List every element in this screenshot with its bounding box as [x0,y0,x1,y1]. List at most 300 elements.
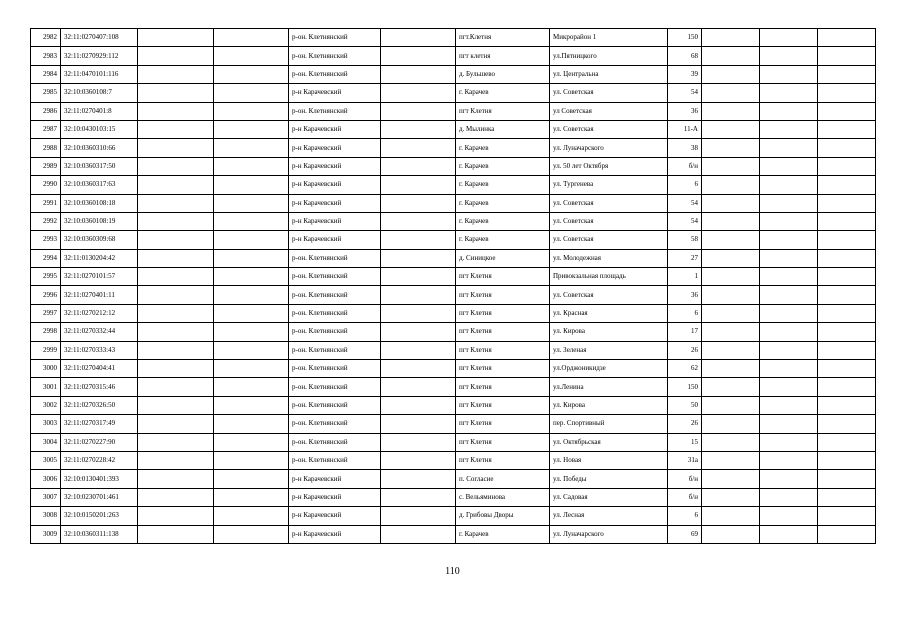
street-cell: ул. Советская [550,120,668,138]
empty-cell [138,157,214,175]
table-row [31,194,876,212]
empty-cell [818,139,876,157]
locality-cell: пгт Клетня [456,396,550,414]
empty-cell [760,139,818,157]
locality-cell: пгт клетня [456,47,550,65]
empty-cell [818,194,876,212]
empty-cell [138,65,214,83]
cadastral-number-cell: 32:10:0360108:7 [61,84,138,102]
empty-cell [702,231,760,249]
empty-cell [214,323,289,341]
empty-cell [818,378,876,396]
empty-cell [138,268,214,286]
empty-cell [138,433,214,451]
row-number-cell: 3005 [31,451,61,469]
empty-cell [214,304,289,322]
row-number-cell: 2989 [31,157,61,175]
empty-cell [214,268,289,286]
locality-cell: г. Карачев [456,525,550,543]
empty-cell [760,29,818,47]
street-cell: ул.Пятницкого [550,47,668,65]
empty-cell [214,176,289,194]
table-row [31,65,876,83]
empty-cell [702,29,760,47]
street-cell: ул. Новая [550,451,668,469]
street-cell: ул. Кирова [550,396,668,414]
table-row [31,286,876,304]
street-cell: ул. Советская [550,84,668,102]
row-number-cell: 3009 [31,525,61,543]
region-cell: р-он. Клетнянский [289,102,381,120]
empty-cell [818,176,876,194]
house-number-cell: 39 [668,65,702,83]
street-cell: ул. Луначарского [550,525,668,543]
empty-cell [214,29,289,47]
street-cell: ул. Советская [550,194,668,212]
empty-cell [138,212,214,230]
table-row [31,120,876,138]
house-number-cell: 54 [668,194,702,212]
empty-cell [138,360,214,378]
cadastral-number-cell: 32:11:0270315:46 [61,378,138,396]
empty-cell [818,304,876,322]
street-cell: ул. Садовая [550,488,668,506]
street-cell: ул. Советская [550,231,668,249]
locality-cell: пгт Клетня [456,378,550,396]
region-cell: р-н Карачевский [289,84,381,102]
empty-cell [381,65,456,83]
empty-cell [214,286,289,304]
row-number-cell: 2986 [31,102,61,120]
table-row [31,139,876,157]
empty-cell [381,360,456,378]
empty-cell [818,451,876,469]
street-cell: Привокзальная площадь [550,268,668,286]
region-cell: р-н Карачевский [289,488,381,506]
empty-cell [760,120,818,138]
table-row [31,396,876,414]
cadastral-number-cell: 32:10:0360310:66 [61,139,138,157]
locality-cell: г. Карачев [456,176,550,194]
empty-cell [702,525,760,543]
cadastral-number-cell: 32:11:0270333:43 [61,341,138,359]
empty-cell [702,194,760,212]
row-number-cell: 2987 [31,120,61,138]
row-number-cell: 3000 [31,360,61,378]
locality-cell: пгт Клетня [456,102,550,120]
empty-cell [818,84,876,102]
region-cell: р-он. Клетнянский [289,249,381,267]
empty-cell [702,139,760,157]
locality-cell: п. Согласие [456,470,550,488]
empty-cell [214,507,289,525]
empty-cell [760,65,818,83]
empty-cell [138,507,214,525]
house-number-cell: б/н [668,157,702,175]
empty-cell [381,120,456,138]
empty-cell [381,433,456,451]
table-row [31,29,876,47]
cadastral-number-cell: 32:11:0270401:11 [61,286,138,304]
empty-cell [381,396,456,414]
region-cell: р-он. Клетнянский [289,451,381,469]
locality-cell: д. Синицкое [456,249,550,267]
street-cell: ул Советская [550,102,668,120]
empty-cell [702,378,760,396]
empty-cell [702,415,760,433]
locality-cell: пгт Клетня [456,451,550,469]
house-number-cell: 38 [668,139,702,157]
house-number-cell: 69 [668,525,702,543]
empty-cell [702,323,760,341]
empty-cell [138,249,214,267]
house-number-cell: 17 [668,323,702,341]
house-number-cell: 54 [668,84,702,102]
empty-cell [818,212,876,230]
table-row [31,525,876,543]
empty-cell [702,212,760,230]
empty-cell [138,176,214,194]
empty-cell [702,249,760,267]
empty-cell [702,47,760,65]
empty-cell [381,378,456,396]
empty-cell [214,84,289,102]
row-number-cell: 2982 [31,29,61,47]
table-row [31,378,876,396]
register-table [30,28,876,544]
empty-cell [818,29,876,47]
empty-cell [818,65,876,83]
empty-cell [702,176,760,194]
empty-cell [214,102,289,120]
region-cell: р-он. Клетнянский [289,415,381,433]
cadastral-number-cell: 32:10:0360108:19 [61,212,138,230]
house-number-cell: 150 [668,378,702,396]
empty-cell [138,47,214,65]
empty-cell [760,84,818,102]
region-cell: р-н Карачевский [289,157,381,175]
cadastral-number-cell: 32:11:0270212:12 [61,304,138,322]
region-cell: р-он. Клетнянский [289,29,381,47]
region-cell: р-он. Клетнянский [289,360,381,378]
region-cell: р-н Карачевский [289,176,381,194]
locality-cell: г. Карачев [456,212,550,230]
empty-cell [138,323,214,341]
empty-cell [214,249,289,267]
empty-cell [138,378,214,396]
region-cell: р-он. Клетнянский [289,304,381,322]
row-number-cell: 2997 [31,304,61,322]
empty-cell [702,451,760,469]
table-row [31,102,876,120]
house-number-cell: 6 [668,507,702,525]
table-row [31,249,876,267]
house-number-cell: 150 [668,29,702,47]
cadastral-number-cell: 32:10:0150201:263 [61,507,138,525]
table-row [31,304,876,322]
house-number-cell: 68 [668,47,702,65]
region-cell: р-он. Клетнянский [289,286,381,304]
cadastral-number-cell: 32:11:0270326:50 [61,396,138,414]
empty-cell [760,194,818,212]
region-cell: р-н Карачевский [289,139,381,157]
table-row [31,433,876,451]
empty-cell [381,268,456,286]
street-cell: ул. Кирова [550,323,668,341]
empty-cell [214,231,289,249]
empty-cell [818,415,876,433]
empty-cell [760,378,818,396]
empty-cell [138,341,214,359]
table-row [31,47,876,65]
street-cell: ул. Луначарского [550,139,668,157]
empty-cell [381,231,456,249]
empty-cell [818,286,876,304]
empty-cell [381,341,456,359]
locality-cell: г. Карачев [456,194,550,212]
locality-cell: пгт Клетня [456,323,550,341]
empty-cell [702,84,760,102]
empty-cell [138,470,214,488]
empty-cell [381,323,456,341]
row-number-cell: 2998 [31,323,61,341]
house-number-cell: 15 [668,433,702,451]
region-cell: р-н Карачевский [289,507,381,525]
empty-cell [138,194,214,212]
cadastral-number-cell: 32:11:0470101:116 [61,65,138,83]
empty-cell [381,84,456,102]
empty-cell [138,231,214,249]
empty-cell [760,396,818,414]
empty-cell [760,525,818,543]
empty-cell [760,323,818,341]
row-number-cell: 3007 [31,488,61,506]
region-cell: р-н Карачевский [289,231,381,249]
cadastral-number-cell: 32:10:0430103:15 [61,120,138,138]
empty-cell [760,231,818,249]
empty-cell [214,470,289,488]
row-number-cell: 3003 [31,415,61,433]
locality-cell: г. Карачев [456,157,550,175]
house-number-cell: 36 [668,102,702,120]
empty-cell [702,360,760,378]
empty-cell [214,378,289,396]
street-cell: Микрорайон 1 [550,29,668,47]
row-number-cell: 2992 [31,212,61,230]
empty-cell [760,249,818,267]
empty-cell [381,47,456,65]
cadastral-number-cell: 32:11:0270101:57 [61,268,138,286]
street-cell: ул. Тургенева [550,176,668,194]
region-cell: р-н Карачевский [289,470,381,488]
empty-cell [381,415,456,433]
locality-cell: д. Мылинка [456,120,550,138]
cadastral-number-cell: 32:11:0270332:44 [61,323,138,341]
table-row [31,176,876,194]
street-cell: ул. Молодежная [550,249,668,267]
row-number-cell: 3004 [31,433,61,451]
street-cell: ул. Красная [550,304,668,322]
region-cell: р-он. Клетнянский [289,65,381,83]
empty-cell [138,304,214,322]
table-row [31,415,876,433]
table-row [31,323,876,341]
empty-cell [760,268,818,286]
house-number-cell: 54 [668,212,702,230]
empty-cell [760,176,818,194]
empty-cell [381,139,456,157]
row-number-cell: 2984 [31,65,61,83]
empty-cell [381,286,456,304]
house-number-cell: 31а [668,451,702,469]
empty-cell [381,157,456,175]
page-number: 110 [445,566,460,577]
table-row [31,231,876,249]
empty-cell [818,525,876,543]
empty-cell [214,396,289,414]
row-number-cell: 2995 [31,268,61,286]
empty-cell [381,470,456,488]
row-number-cell: 3008 [31,507,61,525]
empty-cell [760,360,818,378]
empty-cell [760,470,818,488]
empty-cell [760,102,818,120]
locality-cell: пгт Клетня [456,268,550,286]
street-cell: ул.Орджоникидзе [550,360,668,378]
region-cell: р-он. Клетнянский [289,433,381,451]
empty-cell [760,433,818,451]
region-cell: р-н Карачевский [289,194,381,212]
empty-cell [138,286,214,304]
cadastral-number-cell: 32:11:0270227:90 [61,433,138,451]
house-number-cell: 1 [668,268,702,286]
cadastral-number-cell: 32:10:0360108:18 [61,194,138,212]
table-row [31,451,876,469]
empty-cell [381,249,456,267]
table-row [31,157,876,175]
table-row [31,507,876,525]
cadastral-number-cell: 32:11:0270929:112 [61,47,138,65]
house-number-cell: 27 [668,249,702,267]
table-row [31,341,876,359]
street-cell: ул. Советская [550,212,668,230]
empty-cell [214,415,289,433]
empty-cell [702,268,760,286]
empty-cell [702,488,760,506]
empty-cell [818,231,876,249]
empty-cell [381,102,456,120]
empty-cell [818,120,876,138]
row-number-cell: 2988 [31,139,61,157]
empty-cell [381,194,456,212]
empty-cell [214,433,289,451]
region-cell: р-он. Клетнянский [289,341,381,359]
empty-cell [818,249,876,267]
region-cell: р-он. Клетнянский [289,268,381,286]
empty-cell [214,341,289,359]
empty-cell [214,157,289,175]
empty-cell [702,396,760,414]
row-number-cell: 2985 [31,84,61,102]
empty-cell [214,451,289,469]
table-row [31,470,876,488]
row-number-cell: 3006 [31,470,61,488]
empty-cell [214,212,289,230]
locality-cell: г. Карачев [456,84,550,102]
empty-cell [138,451,214,469]
house-number-cell: 6 [668,304,702,322]
locality-cell: д. Бульшево [456,65,550,83]
cadastral-number-cell: 32:11:0270317:49 [61,415,138,433]
house-number-cell: 6 [668,176,702,194]
street-cell: пер. Спортивный [550,415,668,433]
empty-cell [818,323,876,341]
locality-cell: пгт Клетня [456,341,550,359]
empty-cell [138,396,214,414]
row-number-cell: 2994 [31,249,61,267]
cadastral-number-cell: 32:10:0360317:50 [61,157,138,175]
empty-cell [214,139,289,157]
empty-cell [138,525,214,543]
cadastral-number-cell: 32:10:0360317:63 [61,176,138,194]
empty-cell [138,29,214,47]
row-number-cell: 2983 [31,47,61,65]
street-cell: ул. Лесная [550,507,668,525]
empty-cell [760,488,818,506]
empty-cell [138,415,214,433]
street-cell: ул. Победы [550,470,668,488]
empty-cell [760,415,818,433]
locality-cell: пгт Клетня [456,415,550,433]
empty-cell [214,65,289,83]
row-number-cell: 2996 [31,286,61,304]
empty-cell [702,507,760,525]
street-cell: ул. Зеленая [550,341,668,359]
locality-cell: г. Карачев [456,231,550,249]
empty-cell [702,286,760,304]
region-cell: р-он. Клетнянский [289,47,381,65]
street-cell: ул. 50 лет Октября [550,157,668,175]
empty-cell [818,488,876,506]
empty-cell [760,157,818,175]
empty-cell [138,120,214,138]
cadastral-number-cell: 32:10:0360311:138 [61,525,138,543]
row-number-cell: 3001 [31,378,61,396]
empty-cell [702,120,760,138]
street-cell: ул. Центральна [550,65,668,83]
street-cell: ул. Советская [550,286,668,304]
table-row [31,212,876,230]
locality-cell: пгт Клетня [456,360,550,378]
house-number-cell: 62 [668,360,702,378]
region-cell: р-он. Клетнянский [289,396,381,414]
empty-cell [818,396,876,414]
empty-cell [381,212,456,230]
table-row [31,360,876,378]
empty-cell [381,451,456,469]
empty-cell [214,488,289,506]
empty-cell [818,360,876,378]
house-number-cell: б/н [668,488,702,506]
empty-cell [138,102,214,120]
empty-cell [760,341,818,359]
empty-cell [381,507,456,525]
region-cell: р-он. Клетнянский [289,323,381,341]
empty-cell [818,433,876,451]
empty-cell [702,341,760,359]
house-number-cell: 36 [668,286,702,304]
cadastral-number-cell: 32:11:0270401:8 [61,102,138,120]
